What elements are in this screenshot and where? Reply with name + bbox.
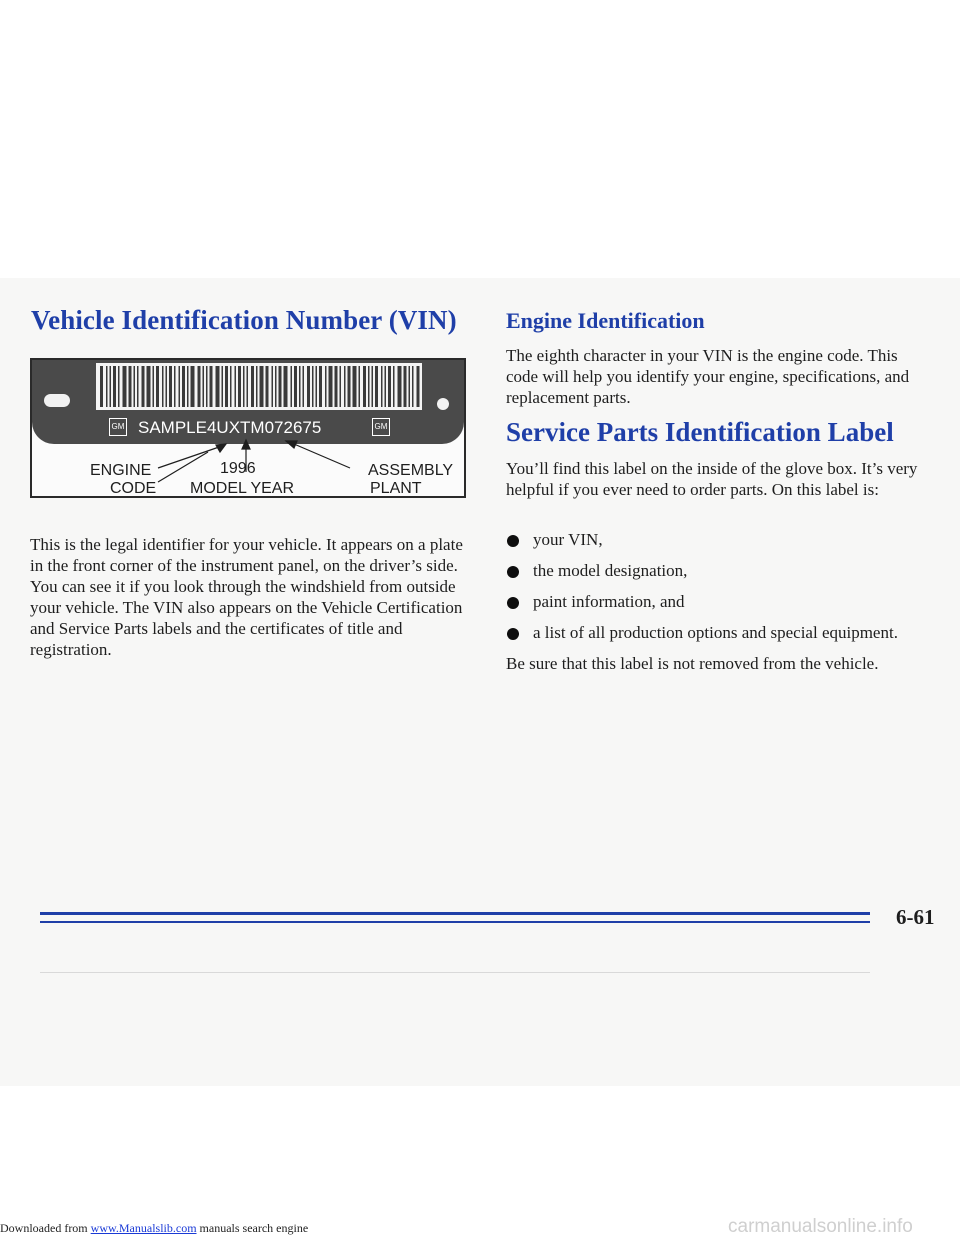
gm-logo-icon: GM <box>372 418 390 436</box>
plant-label: PLANT <box>370 480 422 497</box>
bullet-icon <box>507 628 519 640</box>
list-item: the model designation, <box>506 561 898 592</box>
vin-heading: Vehicle Identification Number (VIN) <box>31 305 457 335</box>
vin-code: SAMPLE4UXTM072675 <box>138 418 322 437</box>
bullet-icon <box>507 535 519 547</box>
page-number: 6-61 <box>896 905 935 929</box>
service-label-contents-list <box>506 530 898 654</box>
bullet-icon <box>507 566 519 578</box>
vin-plate-illustration <box>30 358 466 498</box>
manualslib-link[interactable]: www.Manualslib.com <box>90 1221 197 1235</box>
list-item: paint information, and <box>506 592 898 623</box>
vin-body-text: This is the legal identifier for your vehicle. It appears on a plate in the front corner of the instrument panel, on the driver’s side. You can see it if you look through the windshield from outside your vehicle. The VIN also appears on the Vehicle Certification and Service Parts labels and the certificates of title and registration. <box>30 535 463 659</box>
page-divider <box>40 972 870 973</box>
footer-rule <box>40 912 870 915</box>
list-item: your VIN, <box>506 530 898 561</box>
watermark: carmanualsonline.info <box>728 1216 913 1237</box>
gm-logo-icon: GM <box>109 418 127 436</box>
bullet-icon <box>507 597 519 609</box>
year-value: 1996 <box>220 460 256 477</box>
footer-rule-thin <box>40 921 870 923</box>
code-label: CODE <box>110 480 157 497</box>
download-footer: Downloaded from www.Manualslib.com manuals search engine <box>0 1221 309 1235</box>
service-heading: Service Parts Identification Label <box>506 417 894 447</box>
service-closing-text: Be sure that this label is not removed from the vehicle. <box>506 654 879 673</box>
model-year-label: MODEL YEAR <box>190 480 295 497</box>
engine-body-text: The eighth character in your VIN is the engine code. This code will help you identify your engine, specifications, and replacement parts. <box>506 346 910 407</box>
engine-label: ENGINE <box>90 462 152 479</box>
list-item: a list of all production options and special equipment. <box>506 623 898 654</box>
service-body-text: You’ll find this label on the inside of the glove box. It’s very helpful if you ever need to order parts. On this label is: <box>506 459 918 499</box>
engine-heading: Engine Identification <box>506 308 705 333</box>
assembly-label: ASSEMBLY <box>368 462 454 479</box>
